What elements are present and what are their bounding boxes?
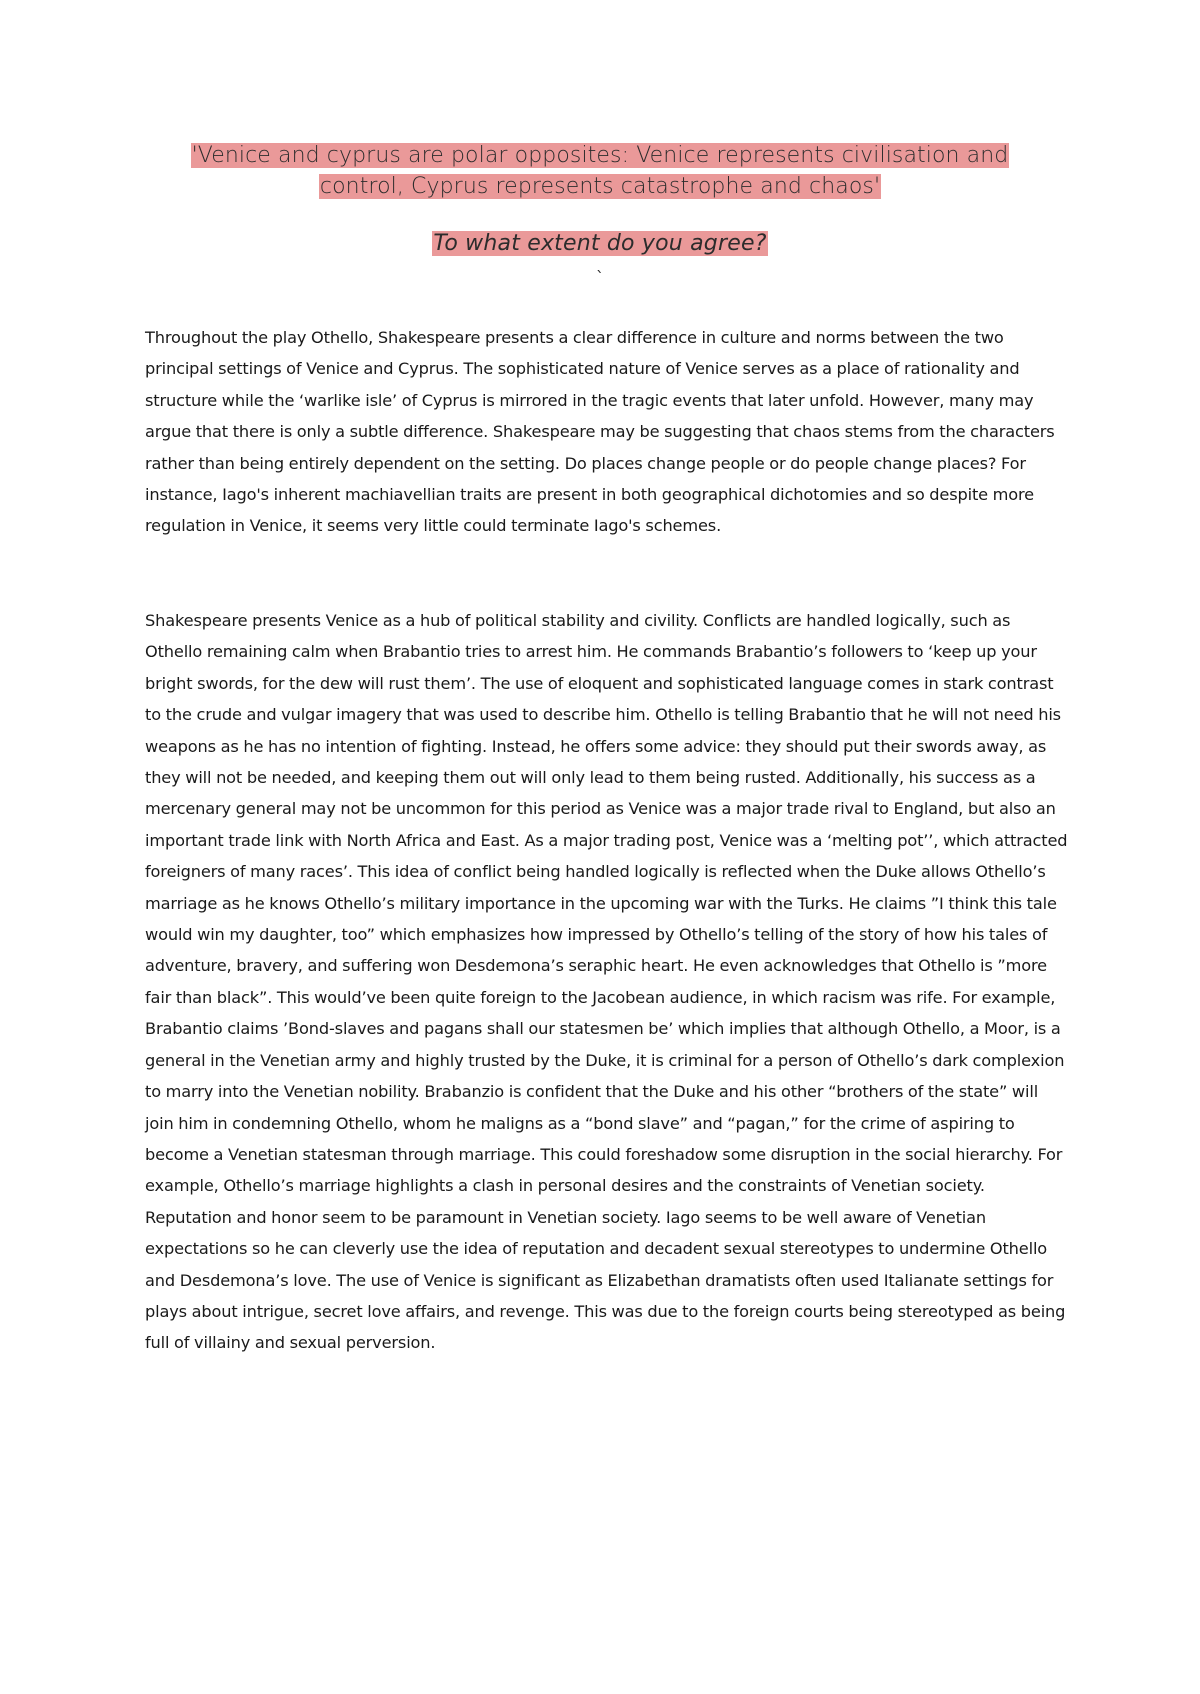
stray-marker: ` [596,268,604,287]
paragraph-venice: Shakespeare presents Venice as a hub of political stability and civility. Conflicts are handled logically, such as Othello remaining calm when Brabantio tries to arrest him. He commands Brabantio’s followers to ‘keep up your bright swords, for the dew will rust them’. The use of eloquent and sophisticated language comes in stark contrast to the crude and vulgar imagery that was used to describe him. Othello is telling Brabantio that he will not need his weapons as he has no intention of fighting. Instead, he offers some advice: they should put their swords away, as they will not be needed, and keeping them out will only lead to them being rusted. Additionally, his success as a mercenary general may not be uncommon for this period as Venice was a major trade rival to England, but also an important trade link with North Africa and East. As a major trading post, Venice was a ‘melting pot’’, which attracted foreigners of many races’. This idea of conflict being handled logically is reflected when the Duke allows Othello’s marriage as he knows Othello’s military importance in the upcoming war with the Turks. He claims ”I think this tale would win my daughter, too” which emphasizes how impressed by Othello’s telling of the story of how his tales of adventure, bravery, and suffering won Desdemona’s seraphic heart. He even acknowledges that Othello is ”more fair than black”. This would’ve been quite foreign to the Jacobean audience, in which racism was rife. For example, Brabantio claims ’Bond-slaves and pagans shall our statesmen be’ which implies that although Othello, a Moor, is a general in the Venetian army and highly trusted by the Duke, it is criminal for a person of Othello’s dark complexion to marry into the Venetian nobility. Brabanzio is confident that the Duke and his other “brothers of the state” will join him in condemning Othello, whom he maligns as a “bond slave” and “pagan,” for the crime of aspiring to become a Venetian statesman through marriage. This could foreshadow some disruption in the social hierarchy. For example, Othello’s marriage highlights a clash in personal desires and the constraints of Venetian society. Reputation and honor seem to be paramount in Venetian society. Iago seems to be well aware of Venetian expectations so he can cleverly use the idea of reputation and decadent sexual stereotypes to undermine Othello and Desdemona’s love. The use of Venice is significant as Elizabethan dramatists often used Italianate settings for plays about intrigue, secret love affairs, and revenge. This was due to the foreign courts being stereotyped as being full of villainy and sexual perversion. [145,611,1068,1353]
essay-question [0,230,1200,258]
essay-question-text: To what extent do you agree? [433,231,767,256]
essay-title-line-2: control, Cyprus represents catastrophe and chaos' [319,174,881,199]
essay-title [0,140,1200,202]
paragraph-introduction: Throughout the play Othello, Shakespeare presents a clear difference in culture and norms between the two principal settings of Venice and Cyprus. The sophisticated nature of Venice serves as a place of rationality and structure while the ‘warlike isle’ of Cyprus is mirrored in the tragic events that later unfold. However, many may argue that there is only a subtle difference. Shakespeare may be suggesting that chaos stems from the characters rather than being entirely dependent on the setting. Do places change people or do people change places? For instance, Iago's inherent machiavellian traits are present in both geographical dichotomies and so despite more regulation in Venice, it seems very little could terminate Iago's schemes. [145,328,1055,536]
essay-title-line-1: 'Venice and cyprus are polar opposites: Venice represents civilisation and [191,143,1009,168]
